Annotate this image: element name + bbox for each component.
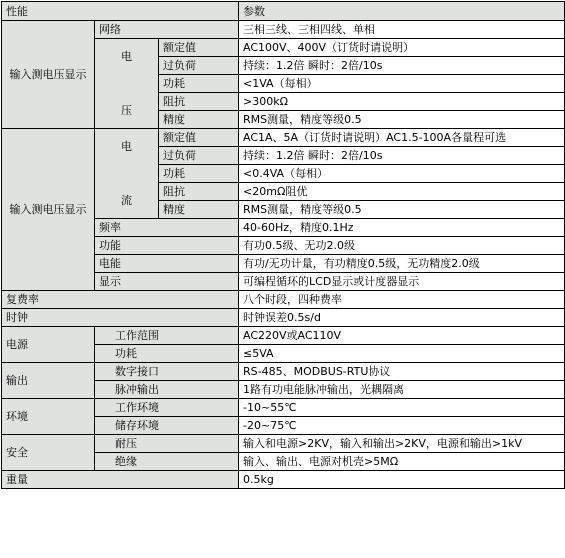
row-value: <0.4VA（每相） — [239, 165, 565, 183]
table-row — [2, 363, 565, 381]
group-label-current — [95, 129, 159, 219]
header-params: 参数 — [239, 2, 565, 21]
row-label: 功耗 — [159, 75, 239, 93]
row-label: 数字接口 — [95, 363, 239, 381]
row-value: 三相三线、三相四线、单相 — [239, 21, 565, 39]
row-value: RMS测量，精度等级0.5 — [239, 201, 565, 219]
row-label: 脉冲输出 — [95, 381, 239, 399]
group-char: 电 — [121, 139, 132, 153]
row-value: 输入和电源>2KV，输入和输出>2KV，电源和输出>1kV — [239, 435, 565, 453]
section-label-safety: 安全 — [2, 435, 95, 471]
row-value: -20~75℃ — [239, 417, 565, 435]
row-value: RS-485、MODBUS-RTU协议 — [239, 363, 565, 381]
group-char: 电 — [121, 49, 132, 63]
row-value: 40-60Hz，精度0.1Hz — [239, 219, 565, 237]
section-label-environment: 环境 — [2, 399, 95, 435]
row-value: 八个时段，四种费率 — [239, 291, 565, 309]
row-value: 有功0.5级、无功2.0级 — [239, 237, 565, 255]
row-value: AC100V、400V（订货时请说明） — [239, 39, 565, 57]
section-label-weight: 重量 — [2, 471, 239, 489]
row-label: 精度 — [159, 111, 239, 129]
row-value: <20mΩ阻优 — [239, 183, 565, 201]
header-feature: 性能 — [2, 2, 239, 21]
row-label: 功耗 — [159, 165, 239, 183]
row-label: 耐压 — [95, 435, 239, 453]
row-value: 时钟误差0.5s/d — [239, 309, 565, 327]
section-label-output: 输出 — [2, 363, 95, 399]
row-value: 持续：1.2倍 瞬时：2倍/10s — [239, 147, 565, 165]
section-label-input-voltage: 输入测电压显示 — [2, 21, 95, 129]
row-label: 工作范围 — [95, 327, 239, 345]
row-value: 输入、输出、电源对机壳>5MΩ — [239, 453, 565, 471]
row-label: 额定值 — [159, 39, 239, 57]
row-label: 储存环境 — [95, 417, 239, 435]
table-row — [2, 21, 565, 39]
group-char: 压 — [121, 103, 132, 117]
group-char: 流 — [121, 193, 132, 207]
row-value: AC220V或AC110V — [239, 327, 565, 345]
row-label: 频率 — [95, 219, 239, 237]
row-value: RMS测量，精度等级0.5 — [239, 111, 565, 129]
row-value: 有功/无功计量，有功精度0.5级，无功精度2.0级 — [239, 255, 565, 273]
section-label-power: 电源 — [2, 327, 95, 363]
row-label: 额定值 — [159, 129, 239, 147]
row-label: 精度 — [159, 201, 239, 219]
section-label-input-current: 输入测电压显示 — [2, 129, 95, 291]
section-label-clock: 时钟 — [2, 309, 239, 327]
table-row — [2, 471, 565, 489]
row-value: 持续：1.2倍 瞬时：2倍/10s — [239, 57, 565, 75]
header-row — [2, 2, 565, 21]
row-label: 工作环境 — [95, 399, 239, 417]
row-label: 绝缘 — [95, 453, 239, 471]
row-label: 阻抗 — [159, 183, 239, 201]
row-label: 过负荷 — [159, 147, 239, 165]
row-value: -10~55℃ — [239, 399, 565, 417]
row-value: 1路有功电能脉冲输出，光耦隔离 — [239, 381, 565, 399]
row-label: 过负荷 — [159, 57, 239, 75]
table-row — [2, 327, 565, 345]
row-label: 电能 — [95, 255, 239, 273]
row-label: 网络 — [95, 21, 239, 39]
row-label: 阻抗 — [159, 93, 239, 111]
table-row — [2, 435, 565, 453]
table-row — [2, 129, 565, 147]
row-label: 显示 — [95, 273, 239, 291]
section-label-tariff: 复费率 — [2, 291, 239, 309]
table-row — [2, 399, 565, 417]
row-value: AC1A、5A（订货时请说明）AC1.5-100A各量程可选 — [239, 129, 565, 147]
row-value: <1VA（每相） — [239, 75, 565, 93]
row-label: 功能 — [95, 237, 239, 255]
group-label-voltage — [95, 39, 159, 129]
row-value: >300kΩ — [239, 93, 565, 111]
table-row — [2, 291, 565, 309]
row-label: 功耗 — [95, 345, 239, 363]
row-value: 可编程循环的LCD显示或计度器显示 — [239, 273, 565, 291]
row-value: 0.5kg — [239, 471, 565, 489]
table-row — [2, 309, 565, 327]
row-value: ≤5VA — [239, 345, 565, 363]
spec-table — [1, 1, 565, 489]
